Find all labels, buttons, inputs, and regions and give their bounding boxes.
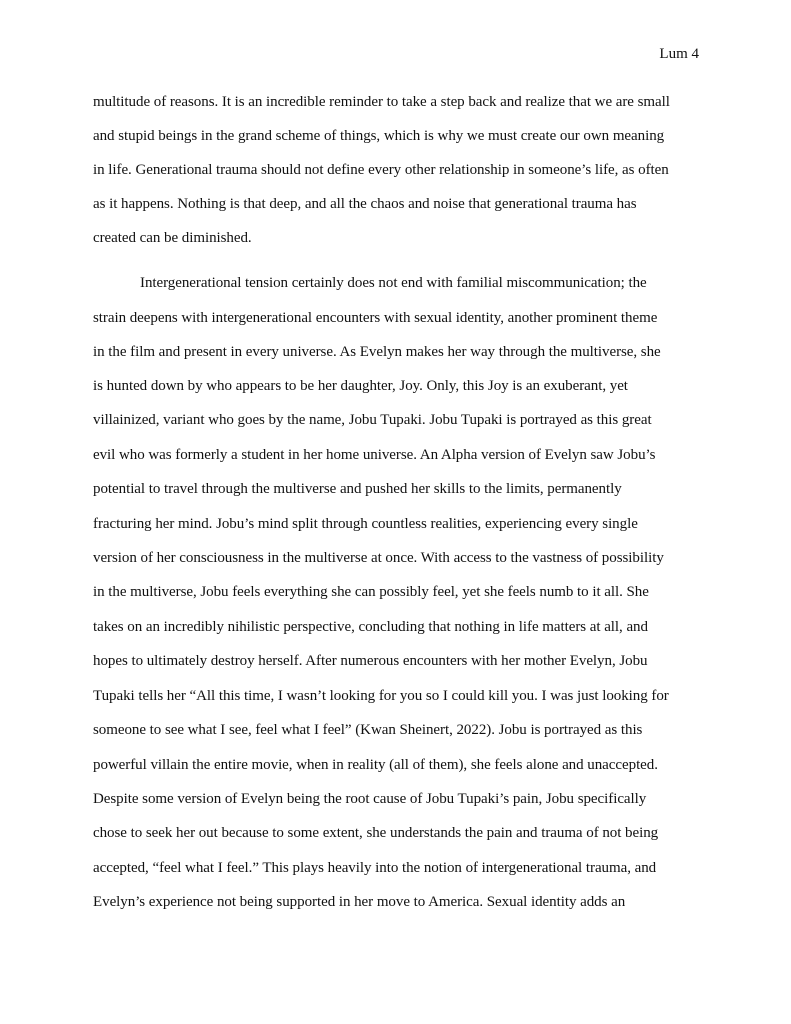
body-line: in the multiverse, Jobu feels everything she can possibly feel, yet she feels numb to it all. She <box>93 584 649 600</box>
running-head: Lum 4 <box>659 46 699 62</box>
body-line: is hunted down by who appears to be her daughter, Joy. Only, this Joy is an exuberant, yet <box>93 378 628 394</box>
body-line: in life. Generational trauma should not define every other relationship in someone’s life, as often <box>93 162 669 178</box>
body-line: potential to travel through the multiverse and pushed her skills to the limits, permanently <box>93 481 622 497</box>
body-line: Despite some version of Evelyn being the root cause of Jobu Tupaki’s pain, Jobu specifically <box>93 791 647 807</box>
body-line: Tupaki tells her “All this time, I wasn’t looking for you so I could kill you. I was just looking for <box>93 688 669 704</box>
body-line: Evelyn’s experience not being supported in her move to America. Sexual identity adds an <box>93 894 626 910</box>
body-line: powerful villain the entire movie, when in reality (all of them), she feels alone and unaccepted. <box>93 757 658 773</box>
body-line: multitude of reasons. It is an incredible reminder to take a step back and realize that we are small <box>93 94 670 110</box>
body-line: created can be diminished. <box>93 230 252 246</box>
body-line: fracturing her mind. Jobu’s mind split through countless realities, experiencing every single <box>93 516 638 532</box>
body-line: chose to seek her out because to some extent, she understands the pain and trauma of not being <box>93 825 659 841</box>
paragraph-first-line: Intergenerational tension certainly does not end with familial miscommunication; the <box>140 275 647 291</box>
body-line: and stupid beings in the grand scheme of things, which is why we must create our own meaning <box>93 128 665 144</box>
body-line: hopes to ultimately destroy herself. After numerous encounters with her mother Evelyn, Jobu <box>93 653 648 669</box>
body-line: takes on an incredibly nihilistic perspective, concluding that nothing in life matters at all, and <box>93 619 648 635</box>
body-line: strain deepens with intergenerational encounters with sexual identity, another prominent theme <box>93 310 658 326</box>
body-line: as it happens. Nothing is that deep, and all the chaos and noise that generational trauma has <box>93 196 637 212</box>
body-line: someone to see what I see, feel what I feel” (Kwan Sheinert, 2022). Jobu is portrayed as this <box>93 722 643 738</box>
body-line: evil who was formerly a student in her home universe. An Alpha version of Evelyn saw Jobu’s <box>93 447 656 463</box>
body-line: version of her consciousness in the multiverse at once. With access to the vastness of possibility <box>93 550 664 566</box>
body-line: in the film and present in every universe. As Evelyn makes her way through the multiverse, she <box>93 344 661 360</box>
body-line: accepted, “feel what I feel.” This plays heavily into the notion of intergenerational trauma, and <box>93 860 657 876</box>
body-line: villainized, variant who goes by the name, Jobu Tupaki. Jobu Tupaki is portrayed as this great <box>93 412 652 428</box>
